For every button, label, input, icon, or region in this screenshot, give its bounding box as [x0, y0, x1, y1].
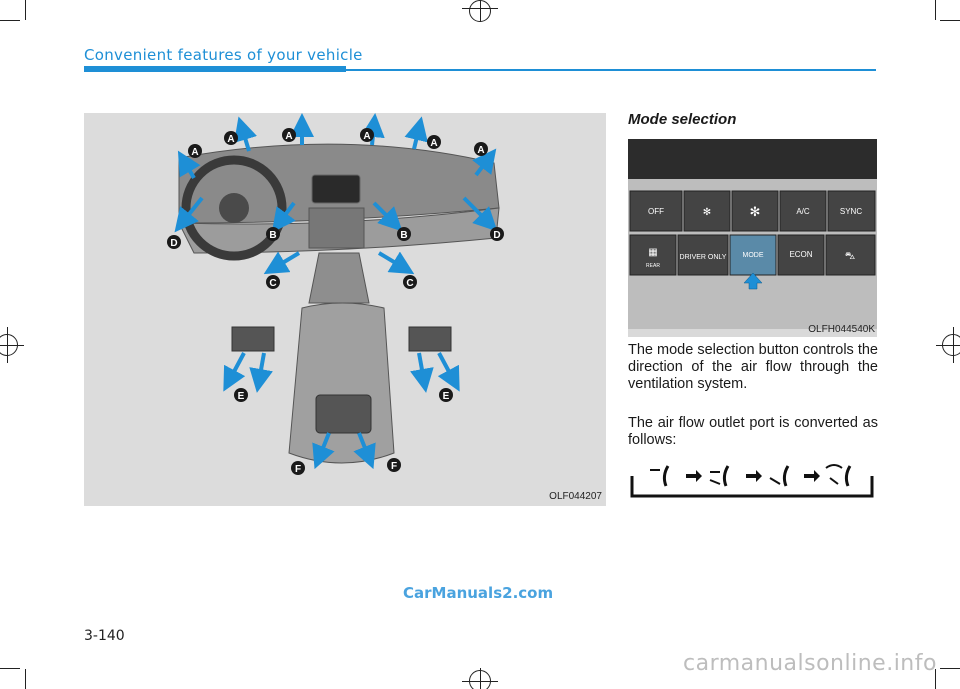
crop-mark [940, 20, 960, 21]
registration-mark-top [480, 0, 481, 22]
header-rule-thick [84, 66, 346, 72]
floor-mode-icon [770, 466, 788, 486]
registration-mark-bottom [480, 668, 481, 689]
registration-mark-bottom [462, 681, 498, 682]
steering-hub [219, 193, 249, 223]
label-b: B [269, 230, 277, 241]
mode-sequence-diagram [628, 462, 876, 500]
rear-defrost-icon: ▦ [648, 247, 658, 258]
bi-level-mode-icon [710, 466, 728, 486]
dashboard-illustration [84, 113, 606, 506]
floor-defrost-mode-icon [826, 465, 850, 486]
sync-button-label: SYNC [839, 207, 863, 216]
console-armrest [289, 303, 394, 463]
label-e: E [442, 391, 450, 402]
registration-mark-right [936, 345, 960, 346]
fan-low-icon: ✻ [702, 207, 712, 218]
section-title: Convenient features of your vehicle [84, 46, 363, 64]
side-vent-right [409, 327, 451, 351]
rear-defrost-label: REAR [646, 263, 660, 269]
label-e: E [237, 391, 245, 402]
mode-button-label: MODE [742, 252, 764, 259]
rear-vents [316, 395, 371, 433]
airflow-mode-sequence [628, 462, 876, 500]
control-panel-figure [628, 139, 877, 337]
control-panel-illustration [628, 139, 877, 337]
crop-mark [25, 669, 26, 689]
fan-high-icon: ✻ [749, 204, 761, 219]
crop-mark [0, 668, 20, 669]
watermark-footer: carmanualsonline.info [683, 651, 937, 676]
vent-locations-figure [84, 113, 606, 506]
label-a: A [477, 145, 485, 156]
sequence-arrow-icon [804, 470, 820, 482]
label-a: A [191, 147, 199, 158]
figure-code: OLF044207 [549, 491, 602, 502]
page-number: 3-140 [84, 628, 125, 644]
watermark-link[interactable]: CarManuals2.com [403, 584, 554, 602]
label-d: D [170, 238, 178, 249]
label-f: F [294, 464, 302, 475]
section-heading: Mode selection [628, 111, 737, 128]
cycle-bracket [632, 476, 872, 496]
face-mode-icon [650, 466, 668, 486]
sequence-arrow-icon [686, 470, 702, 482]
ac-button-label: A/C [796, 207, 810, 216]
label-d: D [493, 230, 501, 241]
label-b: B [400, 230, 408, 241]
label-a: A [363, 131, 371, 142]
registration-mark-left [7, 327, 8, 363]
registration-mark-top [462, 8, 498, 9]
label-a: A [430, 138, 438, 149]
center-screen [312, 175, 360, 203]
driver-only-label: DRIVER ONLY [679, 254, 727, 261]
label-c: C [406, 278, 414, 289]
side-vent-left [232, 327, 274, 351]
crop-mark [935, 0, 936, 20]
label-a: A [285, 131, 293, 142]
header-rule-thin [346, 69, 876, 71]
paragraph-airflow-sequence: The air flow outlet port is converted as follows: [628, 415, 878, 448]
recirculation-icon: ⛍ [844, 251, 856, 262]
label-c: C [269, 278, 277, 289]
crop-mark [940, 668, 960, 669]
registration-mark-right [953, 327, 954, 363]
crop-mark [25, 0, 26, 20]
crop-mark [0, 20, 20, 21]
paragraph-mode-description: The mode selection button controls the direction of the air flow through the ventilation system. [628, 342, 878, 392]
label-f: F [390, 461, 398, 472]
sequence-arrow-icon [746, 470, 762, 482]
center-console [309, 253, 369, 303]
registration-mark-left [0, 345, 24, 346]
label-a: A [227, 134, 235, 145]
panel-figure-code: OLFH044540K [808, 324, 875, 335]
center-stack [309, 208, 364, 248]
off-button-label: OFF [648, 207, 664, 216]
econ-button-label: ECON [789, 250, 813, 259]
mode-icons [650, 465, 850, 486]
